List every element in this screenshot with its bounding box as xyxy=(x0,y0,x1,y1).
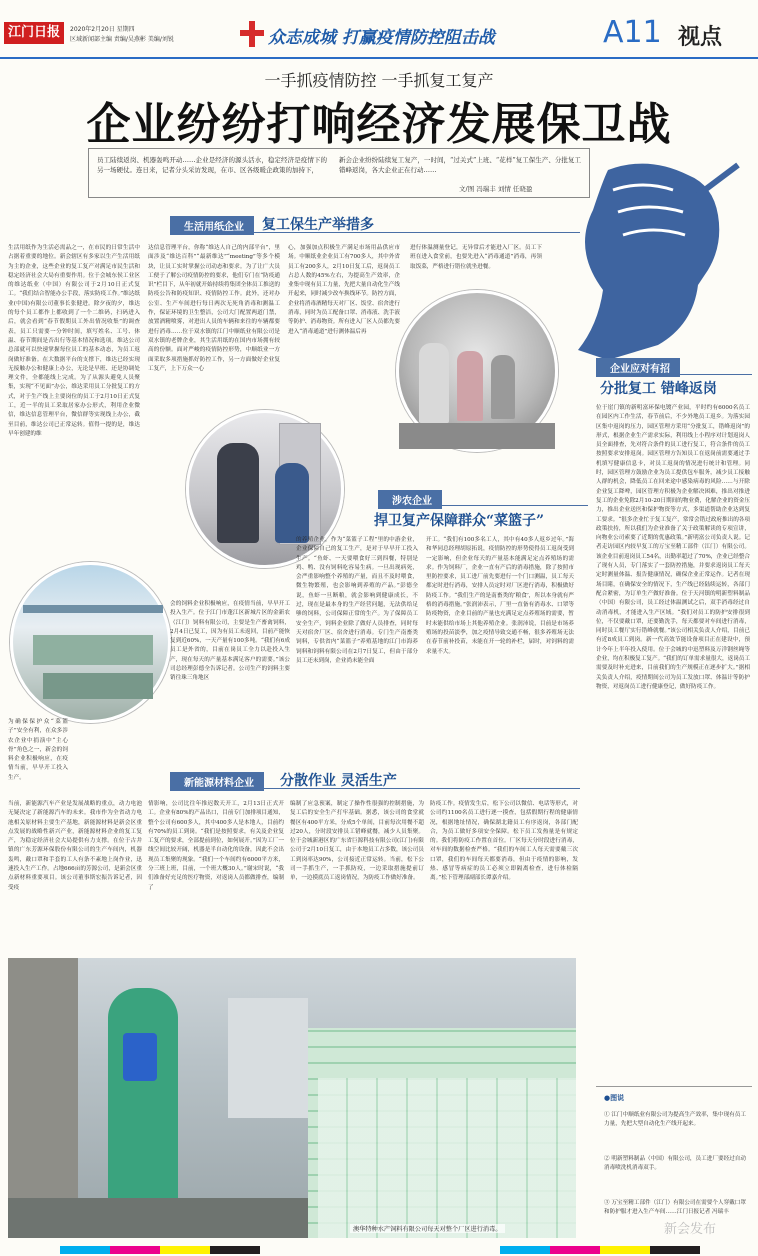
section2-title: 捍卫复产保障群众“菜篮子” xyxy=(374,513,545,529)
lead-box xyxy=(88,148,590,198)
watermark: 新会发布 xyxy=(664,1222,717,1237)
section2-tag: 涉农企业 xyxy=(378,490,442,509)
headline: 企业纷纷打响经济发展保卫战 xyxy=(86,99,672,150)
article1-col2: 达信息管理平台，你称“维达人自己的内部平台”，里面涉及“维达百科”“最新维达”“meeting”等多个模块，让员工实时掌握公司动态和要求。为了让广大员工便于了解公司疫情防控的要求，他们专门在“防疫通识”栏目下，从年初就开始持续将集团全体员工推送的防疫公告和防疫知识、疫情防控工作。此外，还对办公室、生产车间进行每日两次无死角消毒和测温工作，保证环境的卫生整洁，公司大门配置两道门禁，放置酒精喷雾，对进出人员的车辆和来往的车辆都要进行消毒……位于双水镇的江门中顺纸业有限公司是双水镇的老牌企业，其生活用纸的在国内市场拥有较高的份额。面对严峻的疫情防控形势，中顺纸业一方面采取多项措施抓好防控工作，另一方面做好企业复工复产，上下万众一心 xyxy=(148,245,280,372)
article1-col3: 心，加强加点积极生产满足市场用品供应市场。中顺纸业企业员工有700多人，其中外省员工有200多人，2月10日复工后，返岗员工占总人数的45%左右，为提高生产效率，企业集中现有员工力量，先把大量自动化生产线开起来，同时减少改车换线环节。防控方面，企业将消毒酒精每天对厂区、饭堂、宿舍进行消毒，同时为员工配备口罩、消毒液、洗手液等防护、消毒物资。所有进入厂区人员都先要进入“消毒通道”进行测体温后再 xyxy=(288,245,400,335)
newspaper-logo: 江门日报 xyxy=(4,22,64,44)
article4: 位于崖门镇的新明富环保电镀产业园，平时约有6000名员工在园区内工作生活，春节前后，不少外地员工返乡。为落实园区集中返岗的压力，园区管理方采用“分批复工，错峰返岗”的形式，根据企业生产需求实际，利用线上小程序对计划返岗人员全面排查，先对符合条件的员工进行复工，符合条件的员工按照要求安排返岗。园区管理方告知员工在返岗前需要通过手机填写健康信息卡，对员工返岗的情况进行统计和管理。同时，园区管理方鼓励企业为员工提供包车服务，减少员工接触人群的机会，降低员工在回来途中感染病毒的风险……与开除企业复工降啤，园区管理方积极为企业解决困难，推出对推进复工的企业免除2月10-20日期间的物业费，化解企业的资金压力，推出企业送医和保护物资等方式，多渠道帮助企业达到复工要求。“很多企业忙于复工复产，常常会错过政府推出的各项政策扶持，所以我们为企业准备了关于政策解读的专项宣讲，向物业公司索要了近期的优惠政策。”新明富公司负责人说。记者走访园区内较早复工的万宝至精工部件（江门）有限公司。该企业目前返岗员工54名，出勤率超过了70%，企业已经整合了现有人员，专门落实了一套防控措施，并要求返岗员工每天定时测量体温、报告健康情况，确保企业正常运作。记者在现场目睹，在确保安全的情况下，生产线已经陆续运转，各部门配合紧密，为订单生产做好准备。位于天河镇的明新塑料制品（中国）有限公司，员工经过体温测试之后，双手消毒经过自动消毒机，才能进入生产区域。“我们对员工的防护安排很到位，不仅要戴口罩，还要勤洗手，每天都要对车间进行消毒，同时员工餐厅实行错峰就餐。”该公司相关负责人介绍，目前已有近8成员工到岗。新一代高效节能设备项目正在建设中，预计今年上半年投入使用。位于会城的中迅塑料及万洋钢丝绳等企业，均在积极复工复产。“我们的订单需求量很大，返岗员工需要及时补充进来，目前我们的生产规模正在逐步扩大。”据相关负责人介绍，疫情期间公司为员工发放口罩、体温计等防护物资，对返岗员工进行健康登记，做好防疫工作。 xyxy=(596,405,750,690)
article3-col2: 情影响，公司比往年推迟数天开工，2月13日正式开工。企业有80%的产品出口，目前专门加排项目通知，整个公司有600多人，其中400多人是本地人，目前约有70%的员工到岗。“我们是按照要求，有关及企业复工复产的要求，全部提前到位，如何展开。”因为工厂一线空间比较开阔，机器是半自动化的设备，因此不会出现员工集聚的现象。“我们一个车间约有6000平方米，分三班上班，目前，一个班大概30人。”谢宋时说，“我们准备好充足的医疗物资，对返岗人员都做排查，编制了 xyxy=(148,801,284,891)
article3-col1: 当前，新能源汽车产业是发展战略的重点，动力电池无疑决定了新能源汽车的未来。我市作为全省动力电池相关原材料主要生产基地，新能源材料是新会区重点发展的战略性新兴产业，新能源材料企业的复工复产，为稳定经济社会大局提供有力支撑。在位于古井镇的广东芳源环保股份有限公司的生产车间内，机器轰鸣，戴口罩和手套的工人有条不紊地上岗作业，迅速投入生产工作。占地666亩的芳源公司，是新会区重点新材料重要项目。该公司董事斯宏振告诉记者，因受疫 xyxy=(8,801,142,891)
section4-tag: 企业应对有招 xyxy=(596,358,680,377)
print-color-bar xyxy=(60,1246,260,1254)
page-number: A11 xyxy=(603,15,662,50)
sprayer-tank xyxy=(123,1033,157,1081)
editor-line: 区域新闻部主编 责编/吴燕彬 美编/刘锐 xyxy=(70,36,174,43)
section3-title: 分散作业 灵活生产 xyxy=(280,773,397,789)
headline-kicker: 一手抓疫情防控 一手抓复工复产 xyxy=(264,71,494,90)
print-color-bar-right xyxy=(500,1246,700,1254)
section4-title: 分批复工 错峰返岗 xyxy=(600,381,717,397)
section3-tag: 新能源材料企业 xyxy=(170,772,264,791)
figure-note-2: ② 明新塑料制品（中国）有限公司，员工进厂要经过自动消毒喷洗机消毒双手。 xyxy=(604,1156,746,1172)
issue-date: 2020年2月20日 星期四 xyxy=(70,26,135,33)
photo-factory xyxy=(10,562,171,723)
photo1-caption: 为确保保护众“菜篮子”安全有利，在众多涉农企业中捐演中“主心骨”角色之一，新会的饲料企业积极响应，在疫情当前，早早开工投入生产。 xyxy=(8,719,68,781)
article2-colB2: 开工。“我们有100多名工人，其中有40多人返乡过年。”海和华同总经理胡原拓说，疫情防控的形势使得员工返岗受到一定影响，但企业每天的产量基本能满足定点养殖场的需求。作为饲料厂，企业一直有产后的消毒措施，除了按照市里防控要求，员工进厂前先要进行一个门口测温，员工每天都定时进行消毒，安排人员定时对厂区进行消毒，积极做好防疫工作。“我们生产的是南畜类的‘粮食’，所以本身就有严格的消毒措施。”张润沛表示，厂里一直备有消毒水、口罩等防疫物资，企业目前的产量也充满足定点养殖场的需要，暂时未能供给市场上其他养殖企业。张润沛说，目前是市场养殖场的投苗淡季，加之疫情导致交通不畅，很多养殖场无法在春节前补投苗，未能在开一轮的补栏，届时，对饲料的需求量不大。 xyxy=(426,537,574,655)
photo-temperature-check xyxy=(396,290,558,452)
article1-col1: 生活用纸作为生活必需品之一，在市民的日常生活中占据着重要的地位。新会辖区有多家以生产生活用纸为主的企业，这些企业的复工复产对满足市民生活和稳定经济社会大局有重要作用。位于会城东侯工业区的维达纸业（中国）有限公司于2月10日正式复工。“我们结合智能办公手段，落实防疫工作。”维达纸业(中国)有限公司董事长张健进。除夕夜的夕，维达的每个员工都作上都收到了一个二维码，扫码进入后，就会看到“春节假期员工外出情况收集”的调查表，员工只需要一分钟时间，填写姓名、工号、体温、春节期间是否出行等基本情况和选项。维达公司总部就可以快速掌握每位员工的基本动态，为员工返岗做好准备。在大数据平台的支撑下，维达已经实现无接触办公和健康上办公，无论是早班、还是协调处理文件，全都能线上完成。为了从源头避免人员聚集，实现“不见面”办公，维达采用员工分批复工的方式，对于生产线上主要岗位的员工于2月10日正式复工，近一半的员工采取居家办公形式，利用企业微信，维达信息管理平台，微信群等实现线上办公，截至目前，维达公司已正常运转。值得一提的是，维达早年创建的维 xyxy=(8,245,140,437)
section-name: 视点 xyxy=(678,25,723,50)
lead-right: 新会企业纷纷陆续复工复产，一时间，“过关式”上班、“花样”复工保生产、分批复工错峰返岗，各大企业正在行动…… xyxy=(339,156,581,174)
red-cross-icon xyxy=(240,21,264,47)
figure-note-1: ① 江门中顺纸业有限公司为提高生产效率，集中现有员工力量，先把大型自动化生产线开起来。 xyxy=(604,1112,746,1128)
byline: 文/图 冯瑞丰 刘情 任晓盈 xyxy=(459,185,533,193)
section1-tag: 生活用纸企业 xyxy=(170,216,254,235)
article2-colB1: 的养殖企业，作为“菜篮子工程”里的中游企业，企业保障自己的复工生产，是对于早早开工投入生产。“鱼虾、一天要喂食好三到四餐，特别是鸡、鸭、没有饲料吃容易生病。一旦出现病死，会严重影响整个养殖的产量，而且不及时喂食，微生物繁殖，也会影响到养殖的产品。”彭德全说，鱼虾一旦断粮，就会影响到健康成长，不过，现在是最本身的生产经营问题，无法供给足够的饲料，公司保障正常的生产。为了保障员工安全生产，饲料企业除了做好人员排查，同时每天对宿舍厂区、宿舍进行消毒。专门生产南畜类饲料，专供省内“菜篮子”养殖基地的江门市海养饲料和饲料有限公司在2月7日复工，但由于部分员工还未到岗，企业尚未能全面 xyxy=(296,537,418,664)
photo-disinfection xyxy=(8,958,576,1238)
section1-title: 复工保生产举措多 xyxy=(262,217,374,233)
masthead xyxy=(0,0,758,60)
worker-figure xyxy=(108,988,178,1218)
banner-text: 众志成城 打赢疫情防控阻击战 xyxy=(268,28,495,48)
fist-illustration xyxy=(578,150,753,360)
article3-col4: 防疫工作。疫情发生后，松下公司以微信、电话等形式，对公司约1100名员工进行逐一摸查，包括假期行程的健康情况，根据地址情况，确保湖北籍员工有序返岗，各部门配合，为员工做好多项安全保障。松下员工发热量是有规定的。我们将防疫工作置在首位。厂区每天分时段进行消毒，对车间的数据检查严格。“我们的车间工人每天需要戴三次口罩，我们的车间每天都要消毒，但由于疫情的影响，发热、感冒等病症的员工必须立即隔离检查，进行体检隔离。”松下管理部副部长谭嘉介绍。 xyxy=(430,801,578,882)
article2-colA: 会的饲料企业积极响应，在疫情当前，早早开工投入生产。位于江门市蓬江区新城片区的金新农（江门）饲料有限公司，主要是生产畜禽饲料，2月4日已复工，因为有员工未返回，目前产能恢复到近60%，一天产量有100多吨。“我们有6成员工是外省的，目前在岗员工全力以赴投入生产，现在每天的产量基本满足客户的需要。”该公司总经理彭德全告诉记者。公司生产的饲料主要销往珠三角地区 xyxy=(170,601,290,682)
article3-col3: 编制了应急预案，制定了操作性很强的控制措施，为复工后的安全生产打牢基础。据悉，该公司的食堂就餐区有400平方米，分成5个单间，目前每次用餐不超过20人，分时段安排员工错峰就餐，减少人员集聚。位于会城新港区的广东省巨源科技有限公司(江门)有限公司于2月10日复工，由于本地员工占多数，该公司员工到岗率达90%，公司接近正常运转。当前，松下公司一手抓生产，一手抓防疫，一边采取措施提前订单，一边摸底员工返岗情况，为防疫工作做好准备。 xyxy=(290,801,424,882)
figure-note-3: ③ 万宝至精工部件（江门）有限公司在需要个人穿戴口罩和防护服才进入生产车间……江门日报记者 冯瑞丰 xyxy=(604,1200,746,1216)
photo-caption: 澳华特种水产饲料有限公司每天对整个厂区进行消毒。 xyxy=(350,1224,505,1233)
article1-col4: 进行体温测量登记，无异常后才能进入厂区。员工下班在进入食堂前，也要先进入“消毒通道”消毒，再领取饭菜，严格进行错位就坐进餐。 xyxy=(410,245,542,270)
section4-rule xyxy=(596,374,752,375)
figure-notes-heading: ●图说 xyxy=(604,1093,625,1102)
lead-left: 员工陆续返岗、机器轰鸣开动……企业是经济的源头活水，稳定经济是疫情下的另一场硬仗。连日来，记者分头采访发现，在市、区各级暖企政策的加持下， xyxy=(97,156,327,174)
masthead-rule xyxy=(0,57,758,59)
banner xyxy=(240,20,540,50)
